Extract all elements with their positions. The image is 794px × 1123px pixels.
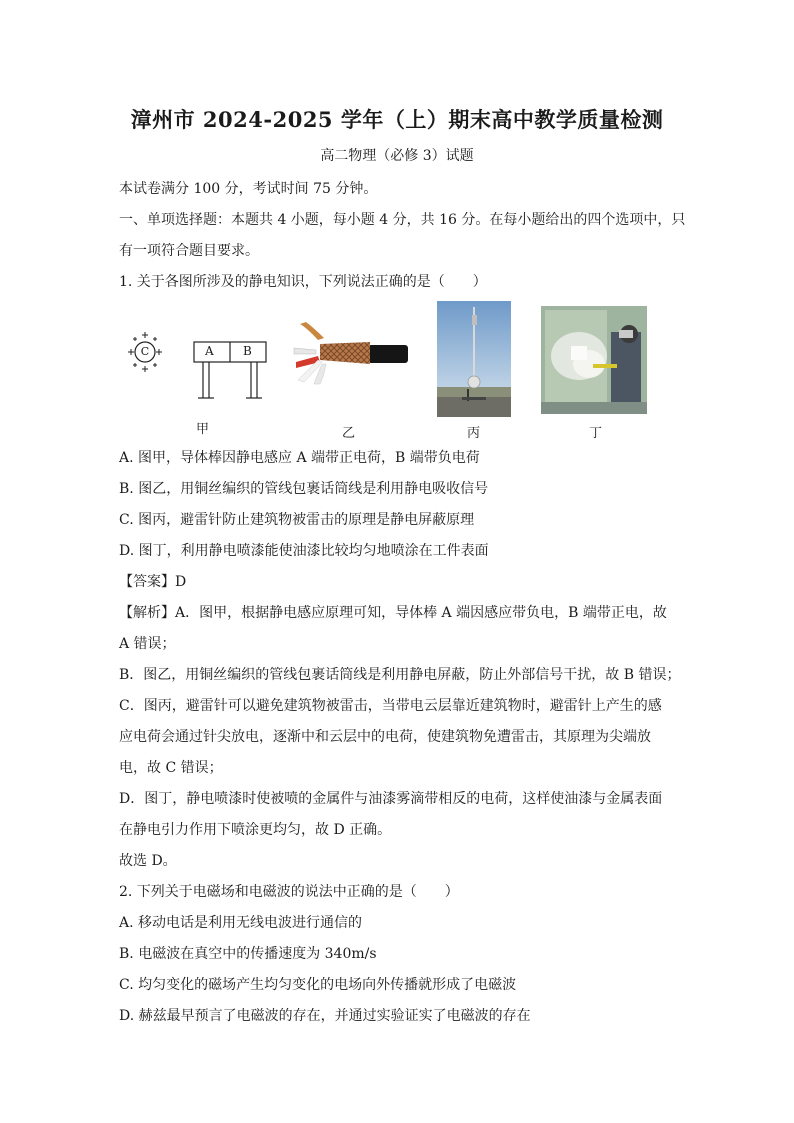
- shielded-cable-photo: [292, 318, 408, 390]
- q2-option-b: B. 电磁波在真空中的传播速度为 340m/s: [119, 946, 377, 962]
- figure-bing: [437, 301, 511, 417]
- sphere-label: C: [140, 345, 150, 358]
- q1-option-b: B. 图乙，用铜丝编织的管线包裹话筒线是利用静电吸收信号: [119, 481, 489, 497]
- q1-option-a: A. 图甲，导体棒因静电感应 A 端带正电荷，B 端带负电荷: [119, 450, 480, 466]
- figure-yi: [292, 318, 408, 390]
- q1-analysis-line: D．图丁，静电喷漆时使被喷的金属件与油漆雾滴带相反的电荷，这样使油漆与金属表面: [119, 791, 663, 807]
- charged-sphere-rod-diagram: [125, 330, 270, 402]
- q1-option-c: C. 图丙，避雷针防止建筑物被雷击的原理是静电屏蔽原理: [119, 512, 475, 528]
- rod-end-a-label: A: [205, 344, 214, 358]
- q1-analysis-line: C．图丙，避雷针可以避免建筑物被雷击，当带电云层靠近建筑物时，避雷针上产生的感: [119, 698, 662, 714]
- question-2-stem: 2. 下列关于电磁场和电磁波的说法中正确的是（ ）: [119, 884, 459, 900]
- q1-analysis-line: A 错误；: [119, 636, 176, 652]
- exam-title: 漳州市 2024-2025 学年（上）期末高中教学质量检测: [130, 107, 664, 132]
- q1-analysis-line: 电，故 C 错误；: [119, 760, 223, 776]
- q1-answer: 【答案】D: [119, 574, 187, 590]
- caption-bing: 丙: [467, 426, 481, 441]
- figure-jia: [125, 330, 270, 402]
- q1-analysis-line: 在静电引力作用下喷涂更均匀，故 D 正确。: [119, 822, 392, 838]
- q1-analysis-line: 故选 D。: [119, 853, 177, 869]
- q2-option-c: C. 均匀变化的磁场产生均匀变化的电场向外传播就形成了电磁波: [119, 977, 517, 993]
- caption-yi: 乙: [342, 426, 356, 441]
- caption-jia: 甲: [196, 422, 210, 437]
- rod-end-b-label: B: [243, 344, 252, 358]
- q1-analysis-line: 应电荷会通过针尖放电，逐渐中和云层中的电荷，使建筑物免遭雷击，其原理为尖端放: [119, 729, 651, 745]
- figure-ding: [541, 306, 647, 414]
- exam-subtitle: 高二物理（必修 3）试题: [320, 148, 474, 164]
- q2-option-d: D. 赫兹最早预言了电磁波的存在，并通过实验证实了电磁波的存在: [119, 1008, 531, 1024]
- exam-intro: 本试卷满分 100 分，考试时间 75 分钟。: [119, 181, 378, 197]
- lightning-rod-photo: [437, 301, 511, 417]
- question-1-stem: 1. 关于各图所涉及的静电知识，下列说法正确的是（ ）: [119, 274, 487, 290]
- spray-painting-photo: [541, 306, 647, 414]
- q1-analysis-line: 【解析】A．图甲，根据静电感应原理可知，导体棒 A 端因感应带负电，B 端带正电，故: [119, 605, 667, 621]
- q1-option-d: D. 图丁，利用静电喷漆能使油漆比较均匀地喷涂在工件表面: [119, 543, 489, 559]
- q1-analysis-line: B．图乙，用铜丝编织的管线包裹话筒线是利用静电屏蔽，防止外部信号干扰，故 B 错误；: [119, 667, 681, 683]
- section-heading: 一、单项选择题：本题共 4 小题，每小题 4 分，共 16 分。在每小题给出的四个选项中，只: [119, 212, 686, 228]
- rod-stands: [198, 362, 262, 398]
- q2-option-a: A. 移动电话是利用无线电波进行通信的: [119, 915, 363, 931]
- caption-ding: 丁: [589, 426, 603, 441]
- section-heading-cont: 有一项符合题目要求。: [119, 243, 259, 259]
